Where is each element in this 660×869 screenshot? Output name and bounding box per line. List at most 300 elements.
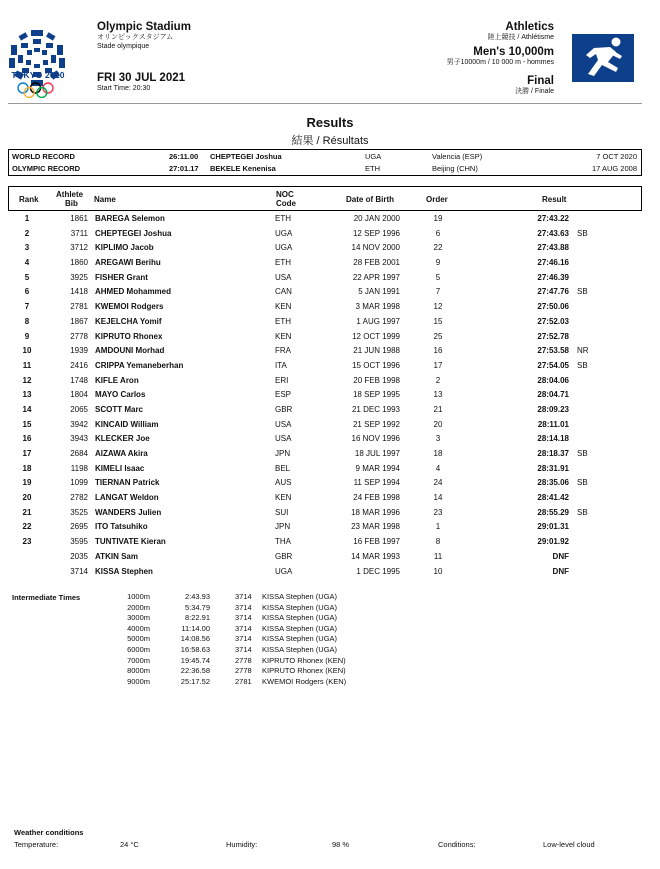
cell-rank: 18 xyxy=(22,463,32,473)
cell-rank: 14 xyxy=(22,404,32,414)
cell-name: KIFLE Aron xyxy=(95,375,139,385)
cell-name: AREGAWI Berihu xyxy=(95,258,161,268)
cell-dob: 3 MAR 1998 xyxy=(355,302,400,312)
cell-dob: 18 SEP 1995 xyxy=(352,390,400,400)
cell-rank: 1 xyxy=(24,214,30,223)
table-row xyxy=(8,565,642,580)
intermediate-row xyxy=(100,592,420,603)
table-row xyxy=(8,462,642,477)
intermediate-row xyxy=(100,666,420,677)
intermediate-bib: 3714 xyxy=(235,634,252,644)
cell-result: 27:54.05 xyxy=(537,360,569,370)
cell-dob: 16 NOV 1996 xyxy=(351,434,400,444)
cell-noc: BEL xyxy=(275,463,291,473)
intermediate-time: 11:14.00 xyxy=(181,623,210,633)
intermediate-time: 5:34.79 xyxy=(184,602,210,612)
intermediate-dist: 5000m xyxy=(127,634,150,644)
cell-rank: 20 xyxy=(22,493,32,503)
cell-bib: 1804 xyxy=(70,390,88,400)
temperature-value: 24 °C xyxy=(120,840,139,849)
intermediate-dist: 7000m xyxy=(127,655,150,665)
cell-noc: ETH xyxy=(275,214,291,223)
cell-bib: 1748 xyxy=(70,375,88,385)
record-holder: BEKELE Kenenisa xyxy=(210,164,276,173)
intermediate-dist: 8000m xyxy=(127,666,150,676)
cell-dob: 16 FEB 1997 xyxy=(353,537,400,547)
cell-bib: 2695 xyxy=(70,522,88,532)
athletics-pictogram-icon xyxy=(572,34,634,82)
sport-name-sub: 陸上競技 / Athlétisme xyxy=(487,34,554,41)
logo-text: TOKYO 2020 xyxy=(11,70,65,80)
record-place: Beijing (CHN) xyxy=(432,164,478,173)
cell-rank: 13 xyxy=(22,390,32,400)
records-box xyxy=(8,149,642,176)
cell-order: 19 xyxy=(433,214,443,223)
cell-order: 16 xyxy=(433,346,443,356)
weather-label: Weather conditions xyxy=(14,828,84,837)
col-bib-line2: Bib xyxy=(65,199,78,208)
cell-note: SB xyxy=(577,287,588,297)
intermediate-bib: 3714 xyxy=(235,644,252,654)
table-row xyxy=(8,359,642,374)
cell-result: 27:47.76 xyxy=(537,287,569,297)
cell-order: 5 xyxy=(435,272,441,282)
cell-dob: 11 SEP 1994 xyxy=(353,478,400,488)
record-type: WORLD RECORD xyxy=(12,152,75,161)
cell-noc: USA xyxy=(275,419,292,429)
table-row xyxy=(8,550,642,565)
cell-name: WANDERS Julien xyxy=(95,507,162,517)
cell-result: 27:43.88 xyxy=(537,243,569,253)
intermediate-row xyxy=(100,645,420,656)
cell-dob: 22 APR 1997 xyxy=(352,272,400,282)
record-place: Valencia (ESP) xyxy=(432,152,483,161)
cell-bib: 1418 xyxy=(70,287,88,297)
table-row xyxy=(8,344,642,359)
cell-name: KIMELI Isaac xyxy=(95,463,145,473)
cell-name: AMDOUNI Morhad xyxy=(95,346,165,356)
event-block xyxy=(447,21,554,96)
col-noc-line2: Code xyxy=(276,199,296,208)
cell-bib: 2684 xyxy=(70,449,88,458)
table-row xyxy=(8,285,642,300)
cell-rank: 5 xyxy=(24,272,30,282)
cell-rank: 19 xyxy=(22,478,32,488)
cell-dob: 24 FEB 1998 xyxy=(353,493,400,503)
intermediate-dist: 2000m xyxy=(127,602,150,612)
table-row xyxy=(8,300,642,315)
col-bib-line1: Athlete xyxy=(56,190,84,199)
intermediate-time: 25:17.52 xyxy=(180,676,210,686)
table-row xyxy=(8,418,642,433)
cell-bib: 2416 xyxy=(70,360,88,370)
cell-rank: 22 xyxy=(22,522,32,532)
start-time: Start Time: 20:30 xyxy=(97,85,151,92)
table-row xyxy=(8,535,642,550)
cell-rank: 8 xyxy=(24,316,30,326)
table-row xyxy=(8,506,642,521)
sport-name: Athletics xyxy=(505,21,554,33)
event-date: FRI 30 JUL 2021 xyxy=(97,72,186,84)
intermediate-dist: 6000m xyxy=(127,644,150,654)
cell-name: KLECKER Joe xyxy=(95,434,150,444)
intermediate-times-label: Intermediate Times xyxy=(12,593,81,602)
cell-bib: 3711 xyxy=(70,228,88,238)
cell-dob: 18 MAR 1996 xyxy=(351,507,400,517)
cell-name: CRIPPA Yemaneberhan xyxy=(95,360,184,370)
cell-result: 28:41.42 xyxy=(537,493,569,503)
cell-order: 9 xyxy=(435,258,441,268)
intermediate-bib: 3714 xyxy=(235,613,252,623)
cell-name: KINCAID William xyxy=(95,419,159,429)
cell-order: 11 xyxy=(433,551,443,561)
cell-bib: 3942 xyxy=(70,419,88,429)
cell-rank: 17 xyxy=(22,449,32,458)
col-name: Name xyxy=(94,195,116,204)
venue-block xyxy=(97,21,191,51)
cell-dob: 15 OCT 1996 xyxy=(352,360,400,370)
cell-dob: 5 JAN 1991 xyxy=(358,287,400,297)
cell-noc: ETH xyxy=(275,258,291,268)
venue-name-fr: Stade olympique xyxy=(97,43,150,50)
cell-rank: 16 xyxy=(22,434,32,444)
cell-order: 8 xyxy=(435,537,441,547)
intermediate-time: 22:36.58 xyxy=(180,666,210,676)
cell-bib: 3525 xyxy=(70,507,88,517)
intermediate-bib: 2778 xyxy=(235,666,252,676)
cell-bib: 2778 xyxy=(70,331,88,341)
cell-result: 28:09.23 xyxy=(537,404,569,414)
cell-name: ATKIN Sam xyxy=(95,551,138,561)
cell-order: 24 xyxy=(433,478,443,488)
cell-name: AHMED Mohammed xyxy=(95,287,172,297)
intermediate-dist: 3000m xyxy=(127,613,150,623)
table-row xyxy=(8,403,642,418)
cell-order: 10 xyxy=(433,566,443,576)
cell-result: 28:04.71 xyxy=(537,390,569,400)
conditions-label: Conditions: xyxy=(438,840,476,849)
cell-result: 29:01.92 xyxy=(537,537,569,547)
cell-dob: 14 NOV 2000 xyxy=(351,243,400,253)
cell-name: ITO Tatsuhiko xyxy=(95,522,148,532)
event-name-sub: 男子10000m / 10 000 m - hommes xyxy=(446,59,554,66)
cell-rank: 10 xyxy=(22,346,32,356)
cell-rank: 2 xyxy=(24,228,30,238)
cell-name: KIPLIMO Jacob xyxy=(95,243,154,253)
cell-note: SB xyxy=(577,478,588,488)
cell-bib: 3943 xyxy=(70,434,88,444)
cell-rank: 11 xyxy=(22,360,32,370)
cell-order: 23 xyxy=(433,507,443,517)
intermediate-dist: 9000m xyxy=(127,676,150,686)
cell-rank: 12 xyxy=(22,375,32,385)
intermediate-name: KIPRUTO Rhonex (KEN) xyxy=(262,666,346,676)
cell-name: KIPRUTO Rhonex xyxy=(95,331,163,341)
intermediate-bib: 3714 xyxy=(235,602,252,612)
cell-name: TUNTIVATE Kieran xyxy=(95,537,166,547)
conditions-value: Low-level cloud xyxy=(543,840,595,849)
humidity-label: Humidity: xyxy=(226,840,258,849)
cell-dob: 9 MAR 1994 xyxy=(355,463,400,473)
cell-order: 3 xyxy=(435,434,441,444)
cell-noc: GBR xyxy=(275,404,293,414)
cell-dob: 18 JUL 1997 xyxy=(354,449,400,458)
cell-order: 14 xyxy=(433,493,443,503)
col-noc-line1: NOC xyxy=(276,190,294,199)
record-noc: ETH xyxy=(365,164,380,173)
cell-dob: 21 JUN 1988 xyxy=(353,346,400,356)
intermediate-row xyxy=(100,624,420,635)
cell-order: 13 xyxy=(433,390,443,400)
cell-name: FISHER Grant xyxy=(95,272,148,282)
cell-bib: 2781 xyxy=(70,302,88,312)
cell-note: SB xyxy=(577,360,588,370)
intermediate-bib: 3714 xyxy=(235,592,252,601)
record-holder: CHEPTEGEI Joshua xyxy=(210,152,282,161)
intermediate-row xyxy=(100,613,420,624)
phase-name: Final xyxy=(527,75,554,87)
intermediate-row xyxy=(100,677,420,688)
intermediate-bib: 2778 xyxy=(235,655,252,665)
cell-noc: AUS xyxy=(275,478,292,488)
results-table-body xyxy=(8,212,642,579)
cell-order: 6 xyxy=(435,228,441,238)
intermediate-name: KISSA Stephen (UGA) xyxy=(262,602,338,612)
cell-noc: UGA xyxy=(275,566,293,576)
record-type: OLYMPIC RECORD xyxy=(12,164,81,173)
world-record-row xyxy=(9,151,641,163)
cell-dob: 28 FEB 2001 xyxy=(353,258,400,268)
table-row xyxy=(8,491,642,506)
cell-noc: SUI xyxy=(275,507,289,517)
page-subtitle: 結果 / Résultats xyxy=(291,135,369,147)
cell-order: 15 xyxy=(433,316,443,326)
table-row xyxy=(8,388,642,403)
record-noc: UGA xyxy=(365,152,382,161)
cell-bib: 2065 xyxy=(70,404,88,414)
olympic-rings-icon xyxy=(16,82,56,98)
table-row xyxy=(8,520,642,535)
cell-name: BAREGA Selemon xyxy=(95,214,165,223)
cell-noc: GBR xyxy=(275,551,293,561)
cell-bib: 1860 xyxy=(70,258,88,268)
results-table-header xyxy=(8,186,642,211)
table-row xyxy=(8,212,642,227)
cell-note: SB xyxy=(577,507,588,517)
phase-name-sub: 決勝 / Finale xyxy=(515,88,554,95)
cell-dob: 23 MAR 1998 xyxy=(351,522,400,532)
cell-order: 22 xyxy=(433,243,443,253)
intermediate-name: KISSA Stephen (UGA) xyxy=(262,592,338,601)
cell-order: 18 xyxy=(433,449,443,458)
cell-rank: 9 xyxy=(24,331,30,341)
intermediate-name: KISSA Stephen (UGA) xyxy=(262,644,338,654)
page-title: Results xyxy=(306,115,354,130)
cell-name: SCOTT Marc xyxy=(95,404,144,414)
table-row xyxy=(8,476,642,491)
intermediate-time: 19:45.74 xyxy=(180,655,210,665)
cell-result: 27:43.63 xyxy=(537,228,569,238)
cell-dob: 21 DEC 1993 xyxy=(351,404,400,414)
cell-result: 28:18.37 xyxy=(537,449,569,458)
intermediate-row xyxy=(100,634,420,645)
intermediate-dist: 1000m xyxy=(127,592,150,601)
cell-noc: JPN xyxy=(275,449,291,458)
intermediate-dist: 4000m xyxy=(127,623,150,633)
cell-result: 28:31.91 xyxy=(537,463,569,473)
cell-order: 17 xyxy=(433,360,443,370)
table-row xyxy=(8,432,642,447)
cell-result: 27:46.16 xyxy=(537,258,569,268)
cell-name: CHEPTEGEI Joshua xyxy=(95,228,172,238)
record-date: 17 AUG 2008 xyxy=(591,164,637,173)
olympic-record-row xyxy=(9,163,641,175)
cell-note: NR xyxy=(577,346,589,356)
cell-bib: 1099 xyxy=(70,478,88,488)
cell-rank: 3 xyxy=(24,243,30,253)
cell-rank: 21 xyxy=(22,507,32,517)
col-dob: Date of Birth xyxy=(346,195,394,204)
cell-bib: 3714 xyxy=(70,566,88,576)
cell-dob: 20 FEB 1998 xyxy=(353,375,400,385)
cell-noc: FRA xyxy=(275,346,291,356)
cell-name: KWEMOI Rodgers xyxy=(95,302,164,312)
cell-order: 21 xyxy=(433,404,443,414)
cell-noc: JPN xyxy=(275,522,291,532)
table-row xyxy=(8,271,642,286)
cell-dob: 1 AUG 1997 xyxy=(356,316,400,326)
cell-result: 28:11.01 xyxy=(537,419,569,429)
cell-result: DNF xyxy=(552,566,569,576)
cell-noc: KEN xyxy=(275,331,292,341)
cell-noc: UGA xyxy=(275,228,293,238)
cell-order: 2 xyxy=(435,375,441,385)
venue-name-jp: オリンピックスタジアム xyxy=(97,34,174,41)
cell-rank: 7 xyxy=(24,302,30,312)
cell-dob: 21 SEP 1992 xyxy=(352,419,400,429)
record-time: 26:11.00 xyxy=(169,152,199,161)
intermediate-name: KWEMOI Rodgers (KEN) xyxy=(262,676,347,686)
cell-noc: ETH xyxy=(275,316,291,326)
cell-order: 4 xyxy=(435,463,441,473)
cell-result: DNF xyxy=(552,551,569,561)
cell-bib: 1861 xyxy=(70,214,88,223)
cell-name: TIERNAN Patrick xyxy=(95,478,160,488)
cell-bib: 1939 xyxy=(70,346,88,356)
col-rank: Rank xyxy=(19,195,39,204)
cell-name: AIZAWA Akira xyxy=(95,449,148,458)
cell-bib: 3925 xyxy=(70,272,88,282)
cell-name: LANGAT Weldon xyxy=(95,493,159,503)
intermediate-time: 2:43.93 xyxy=(184,592,210,601)
table-row xyxy=(8,374,642,389)
table-row xyxy=(8,315,642,330)
cell-dob: 12 SEP 1996 xyxy=(352,228,400,238)
cell-bib: 2035 xyxy=(70,551,88,561)
intermediate-time: 14:08.56 xyxy=(180,634,210,644)
cell-order: 20 xyxy=(433,419,443,429)
intermediate-row xyxy=(100,603,420,614)
cell-order: 12 xyxy=(433,302,443,312)
intermediate-times-list xyxy=(100,592,420,687)
cell-note: SB xyxy=(577,449,588,458)
cell-dob: 12 OCT 1999 xyxy=(352,331,400,341)
col-order: Order xyxy=(426,195,448,204)
record-date: 7 OCT 2020 xyxy=(596,152,637,161)
cell-bib: 3712 xyxy=(70,243,88,253)
cell-bib: 3595 xyxy=(70,537,88,547)
cell-name: KEJELCHA Yomif xyxy=(95,316,162,326)
intermediate-name: KISSA Stephen (UGA) xyxy=(262,634,338,644)
cell-noc: ESP xyxy=(275,390,292,400)
cell-noc: ITA xyxy=(275,360,287,370)
cell-noc: ERI xyxy=(275,375,289,385)
cell-result: 27:52.03 xyxy=(537,316,569,326)
table-row xyxy=(8,330,642,345)
cell-dob: 14 MAR 1993 xyxy=(351,551,400,561)
cell-noc: THA xyxy=(275,537,291,547)
cell-noc: CAN xyxy=(275,287,292,297)
cell-dob: 1 DEC 1995 xyxy=(356,566,400,576)
cell-bib: 2782 xyxy=(70,493,88,503)
cell-result: 28:35.06 xyxy=(537,478,569,488)
cell-rank: 15 xyxy=(22,419,32,429)
intermediate-row xyxy=(100,656,420,667)
header-divider xyxy=(8,103,642,104)
cell-result: 27:43.22 xyxy=(537,214,569,223)
cell-name: KISSA Stephen xyxy=(95,566,153,576)
cell-result: 28:14.18 xyxy=(537,434,569,444)
cell-name: MAYO Carlos xyxy=(95,390,146,400)
cell-note: SB xyxy=(577,228,588,238)
event-name: Men's 10,000m xyxy=(473,46,554,58)
intermediate-bib: 3714 xyxy=(235,623,252,633)
cell-result: 27:53.58 xyxy=(537,346,569,356)
intermediate-name: KIPRUTO Rhonex (KEN) xyxy=(262,655,346,665)
intermediate-bib: 2781 xyxy=(235,676,252,686)
table-row xyxy=(8,447,642,462)
cell-noc: UGA xyxy=(275,243,293,253)
cell-rank: 6 xyxy=(24,287,30,297)
intermediate-time: 16:58.63 xyxy=(180,644,210,654)
col-result: Result xyxy=(542,195,567,204)
cell-result: 27:50.06 xyxy=(537,302,569,312)
cell-rank: 23 xyxy=(22,537,32,547)
cell-rank: 4 xyxy=(24,258,30,268)
cell-dob: 20 JAN 2000 xyxy=(353,214,400,223)
temperature-label: Temperature: xyxy=(14,840,59,849)
cell-result: 28:55.29 xyxy=(537,507,569,517)
cell-result: 28:04.06 xyxy=(537,375,569,385)
cell-result: 27:52.78 xyxy=(537,331,569,341)
venue-name: Olympic Stadium xyxy=(97,21,191,33)
cell-noc: KEN xyxy=(275,493,292,503)
cell-bib: 1198 xyxy=(70,463,88,473)
cell-order: 1 xyxy=(435,522,441,532)
cell-order: 25 xyxy=(433,331,443,341)
cell-noc: USA xyxy=(275,434,292,444)
intermediate-name: KISSA Stephen (UGA) xyxy=(262,623,338,633)
cell-result: 27:46.39 xyxy=(537,272,569,282)
cell-noc: KEN xyxy=(275,302,292,312)
intermediate-time: 8:22.91 xyxy=(184,613,210,623)
cell-noc: USA xyxy=(275,272,292,282)
intermediate-name: KISSA Stephen (UGA) xyxy=(262,613,338,623)
record-time: 27:01.17 xyxy=(169,164,199,173)
table-row xyxy=(8,256,642,271)
cell-bib: 1867 xyxy=(70,316,88,326)
table-row xyxy=(8,227,642,242)
